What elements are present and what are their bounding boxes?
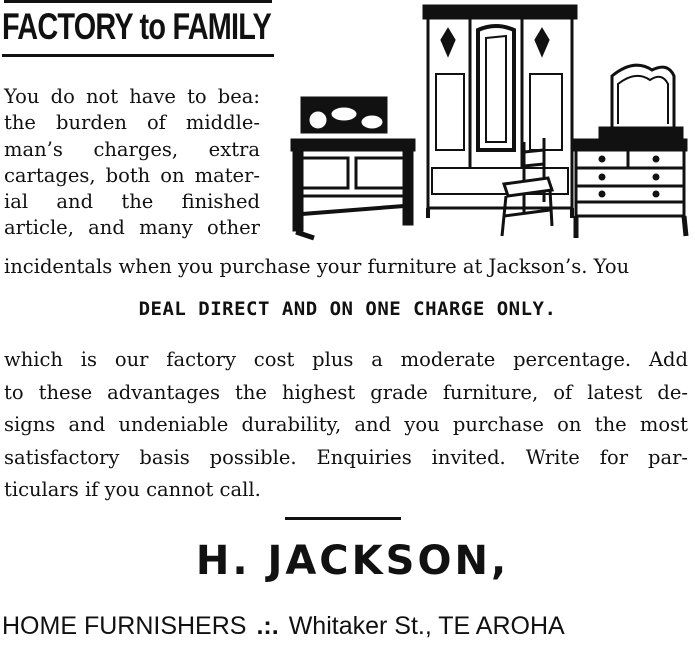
headline: FACTORY to FAMILY [2, 6, 271, 47]
wardrobe-icon [424, 6, 576, 218]
trade-label: HOME FURNISHERS [2, 612, 247, 640]
intro-line: ial and the finished [4, 190, 260, 214]
intro-line: cartages, both on mater- [4, 163, 260, 187]
body-line: satisfactory basis possible. Enquiries invited. Write for par- [4, 445, 688, 469]
washstand-icon [292, 98, 414, 238]
body-paragraph [4, 344, 688, 507]
deal-direct-statement: DEAL DIRECT AND ON ONE CHARGE ONLY. [138, 298, 557, 320]
intro-line: man’s charges, extra [4, 137, 260, 161]
headline-top-rule [4, 0, 272, 3]
furniture-illustration [282, 0, 694, 245]
divider-rule [285, 517, 401, 520]
body-line: to these advantages the highest grade furniture, of latest de- [4, 380, 688, 404]
intro-paragraph [4, 84, 260, 242]
body-line: signs and undeniable durability, and you purchase on the most [4, 413, 688, 437]
intro-line: the burden of middle- [4, 111, 260, 135]
footer-separator: .:. [256, 612, 279, 640]
address: Whitaker St., TE AROHA [288, 612, 565, 640]
dressing-table-icon [572, 65, 686, 238]
headline-underline [2, 54, 274, 57]
intro-line: article, and many other [4, 216, 260, 240]
footer-line [2, 612, 692, 641]
body-line: ticulars if you cannot call. [4, 478, 261, 502]
body-line: which is our factory cost plus a moderate percentage. Add [4, 348, 688, 371]
company-name: H. JACKSON, [195, 538, 510, 584]
intro-line: You do not have to bea: [4, 85, 260, 108]
continuation-line: incidentals when you purchase your furniture at Jackson’s. You [4, 255, 630, 278]
